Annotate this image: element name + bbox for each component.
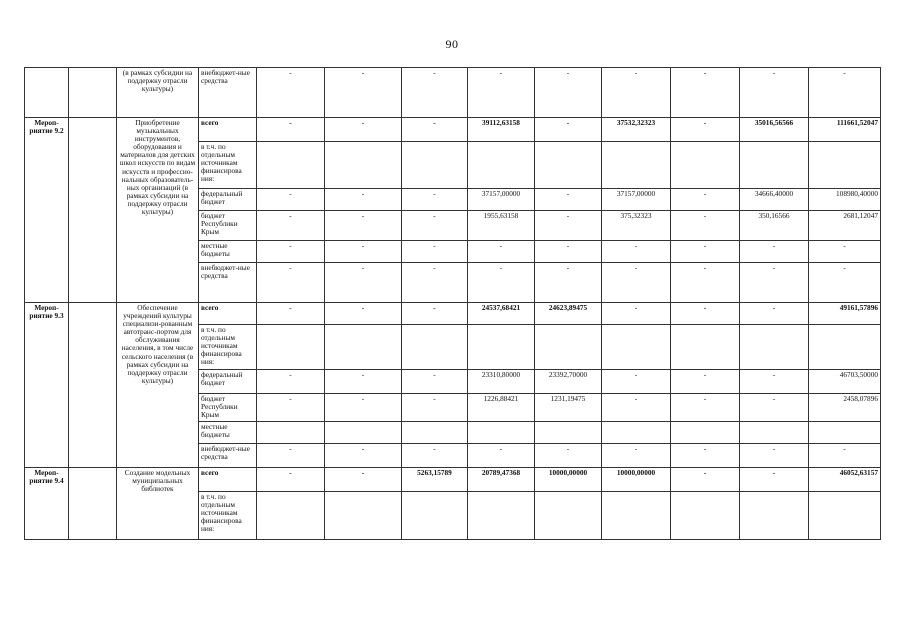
amount-cell: - [602,370,671,394]
amount-cell [671,142,740,189]
amount-cell: 111661,52047 [809,118,881,142]
amount-cell: 1226,88421 [468,394,535,422]
amount-cell: - [402,263,468,303]
event-description-cell: Создание модельных муниципальных библиотек [117,468,199,540]
amount-cell: 10000,00000 [535,468,602,492]
amount-cell [740,325,809,370]
amount-cell: 24623,89475 [535,303,602,325]
amount-cell: - [602,68,671,118]
amount-cell: - [325,211,402,241]
amount-cell: - [402,118,468,142]
amount-cell [325,492,402,540]
amount-cell: - [740,394,809,422]
amount-cell: 23310,80000 [468,370,535,394]
amount-cell: - [671,468,740,492]
amount-cell: 2681,12047 [809,211,881,241]
amount-cell [809,142,881,189]
amount-cell: - [325,444,402,468]
amount-cell: 46052,63157 [809,468,881,492]
amount-cell: - [257,303,325,325]
page-number: 90 [445,37,459,51]
amount-cell: - [325,263,402,303]
funding-source-cell: всего [199,468,257,492]
amount-cell: - [257,241,325,263]
amount-cell [257,422,325,444]
amount-cell: - [468,68,535,118]
amount-cell [740,142,809,189]
funding-source-cell: внебюджет-ные средства [199,263,257,303]
amount-cell: 350,16566 [740,211,809,241]
amount-cell [671,422,740,444]
amount-cell: - [809,263,881,303]
amount-cell: 39112,63158 [468,118,535,142]
funding-source-cell: местные бюджеты [199,241,257,263]
amount-cell: - [535,444,602,468]
amount-cell: - [257,189,325,211]
amount-cell [468,422,535,444]
amount-cell: - [402,444,468,468]
amount-cell [402,422,468,444]
amount-cell: 20789,47368 [468,468,535,492]
blank-cell [69,68,117,118]
table-row [25,118,881,142]
amount-cell: - [671,211,740,241]
amount-cell: - [740,68,809,118]
amount-cell [325,325,402,370]
amount-cell [402,142,468,189]
table-row [25,303,881,325]
amount-cell: - [740,303,809,325]
amount-cell [257,142,325,189]
amount-cell: 10000,00000 [602,468,671,492]
amount-cell [468,142,535,189]
amount-cell: 35016,56566 [740,118,809,142]
event-description-cell: Обеспечение учреждений культуры специализи-рованным автотранс-портом для обслуживания населения, в том числе сельского населения (в рамках субсидии на поддержку отрасли культуры) [117,303,199,468]
amount-cell [402,325,468,370]
amount-cell: - [740,444,809,468]
event-code-cell: Мероп-риятие 9.3 [25,303,69,468]
blank-cell [69,468,117,540]
amount-cell [325,422,402,444]
amount-cell: - [740,468,809,492]
amount-cell: - [257,444,325,468]
amount-cell: 1231,19475 [535,394,602,422]
amount-cell: - [325,241,402,263]
funding-source-cell: внебюджет-ные средства [199,68,257,118]
amount-cell [602,142,671,189]
amount-cell: - [325,394,402,422]
amount-cell: - [740,241,809,263]
amount-cell: - [535,189,602,211]
amount-cell: - [257,468,325,492]
funding-source-cell: бюджет Республики Крым [199,211,257,241]
funding-source-cell: местные бюджеты [199,422,257,444]
amount-cell: - [468,263,535,303]
funding-source-cell: федеральный бюджет [199,189,257,211]
table-row [25,68,881,118]
amount-cell: - [325,468,402,492]
amount-cell: - [602,444,671,468]
amount-cell: - [402,241,468,263]
amount-cell: - [602,303,671,325]
amount-cell [809,325,881,370]
amount-cell: - [671,444,740,468]
amount-cell: 49161,57896 [809,303,881,325]
amount-cell: - [602,241,671,263]
amount-cell [740,492,809,540]
amount-cell [671,325,740,370]
blank-cell [69,118,117,303]
funding-source-cell: федеральный бюджет [199,370,257,394]
amount-cell: - [740,370,809,394]
amount-cell: - [809,444,881,468]
amount-cell: - [468,241,535,263]
amount-cell: - [468,444,535,468]
amount-cell: - [402,370,468,394]
amount-cell: 46703,50000 [809,370,881,394]
amount-cell: - [602,394,671,422]
amount-cell: 24537,68421 [468,303,535,325]
amount-cell [535,422,602,444]
amount-cell: - [809,68,881,118]
amount-cell [809,492,881,540]
amount-cell: 37157,00000 [468,189,535,211]
amount-cell: 5263,15789 [402,468,468,492]
amount-cell [468,492,535,540]
amount-cell: - [325,118,402,142]
amount-cell [535,492,602,540]
event-code-cell [25,68,69,118]
amount-cell [535,142,602,189]
amount-cell [602,492,671,540]
budget-table [24,67,881,540]
amount-cell: - [402,303,468,325]
amount-cell [325,142,402,189]
amount-cell [740,422,809,444]
amount-cell: - [257,370,325,394]
amount-cell: - [325,370,402,394]
amount-cell: 37157,00000 [602,189,671,211]
event-code-cell: Мероп-риятие 9.4 [25,468,69,540]
blank-cell [69,303,117,468]
amount-cell [602,422,671,444]
amount-cell: - [671,394,740,422]
amount-cell: - [257,211,325,241]
amount-cell: 34666,40000 [740,189,809,211]
amount-cell: - [671,118,740,142]
amount-cell: 108980,40000 [809,189,881,211]
amount-cell: - [535,68,602,118]
amount-cell: - [402,189,468,211]
amount-cell: - [671,303,740,325]
amount-cell: - [671,241,740,263]
funding-source-cell: всего [199,303,257,325]
amount-cell: - [325,303,402,325]
amount-cell: - [671,189,740,211]
amount-cell: - [402,211,468,241]
funding-source-cell: в т.ч. по отдельным источникам финансирова ния: [199,325,257,370]
funding-source-cell: в т.ч. по отдельным источникам финансирова ния: [199,142,257,189]
amount-cell: 375,32323 [602,211,671,241]
amount-cell: - [535,211,602,241]
amount-cell [535,325,602,370]
amount-cell: - [535,241,602,263]
funding-source-cell: всего [199,118,257,142]
amount-cell: - [257,118,325,142]
amount-cell: - [535,263,602,303]
amount-cell: - [671,370,740,394]
amount-cell: 2458,07896 [809,394,881,422]
amount-cell [809,422,881,444]
funding-source-cell: бюджет Республики Крым [199,394,257,422]
amount-cell: - [402,394,468,422]
event-description-cell: (в рамках субсидии на поддержку отрасли культуры) [117,68,199,118]
amount-cell: - [257,263,325,303]
amount-cell: - [671,68,740,118]
amount-cell [257,492,325,540]
table-row [25,468,881,492]
amount-cell: - [402,68,468,118]
amount-cell: - [535,118,602,142]
amount-cell: 23392,70000 [535,370,602,394]
amount-cell [468,325,535,370]
amount-cell [602,325,671,370]
event-code-cell: Мероп-риятие 9.2 [25,118,69,303]
amount-cell: - [257,68,325,118]
amount-cell: 37532,32323 [602,118,671,142]
funding-source-cell: внебюджет-ные средства [199,444,257,468]
amount-cell: - [325,68,402,118]
amount-cell [402,492,468,540]
amount-cell: - [671,263,740,303]
funding-source-cell: в т.ч. по отдельным источникам финансирова ния: [199,492,257,540]
amount-cell: - [325,189,402,211]
amount-cell: - [257,394,325,422]
amount-cell: 1955,63158 [468,211,535,241]
amount-cell: - [602,263,671,303]
amount-cell: - [809,241,881,263]
event-description-cell: Приобретение музыкальных инструментов, оборудования и материалов для детских школ искусств по видам искусств и профессио-нальных образователь-ных организаций (в рамках субсидии на поддержку отрасли культуры) [117,118,199,303]
amount-cell [671,492,740,540]
amount-cell [257,325,325,370]
amount-cell: - [740,263,809,303]
